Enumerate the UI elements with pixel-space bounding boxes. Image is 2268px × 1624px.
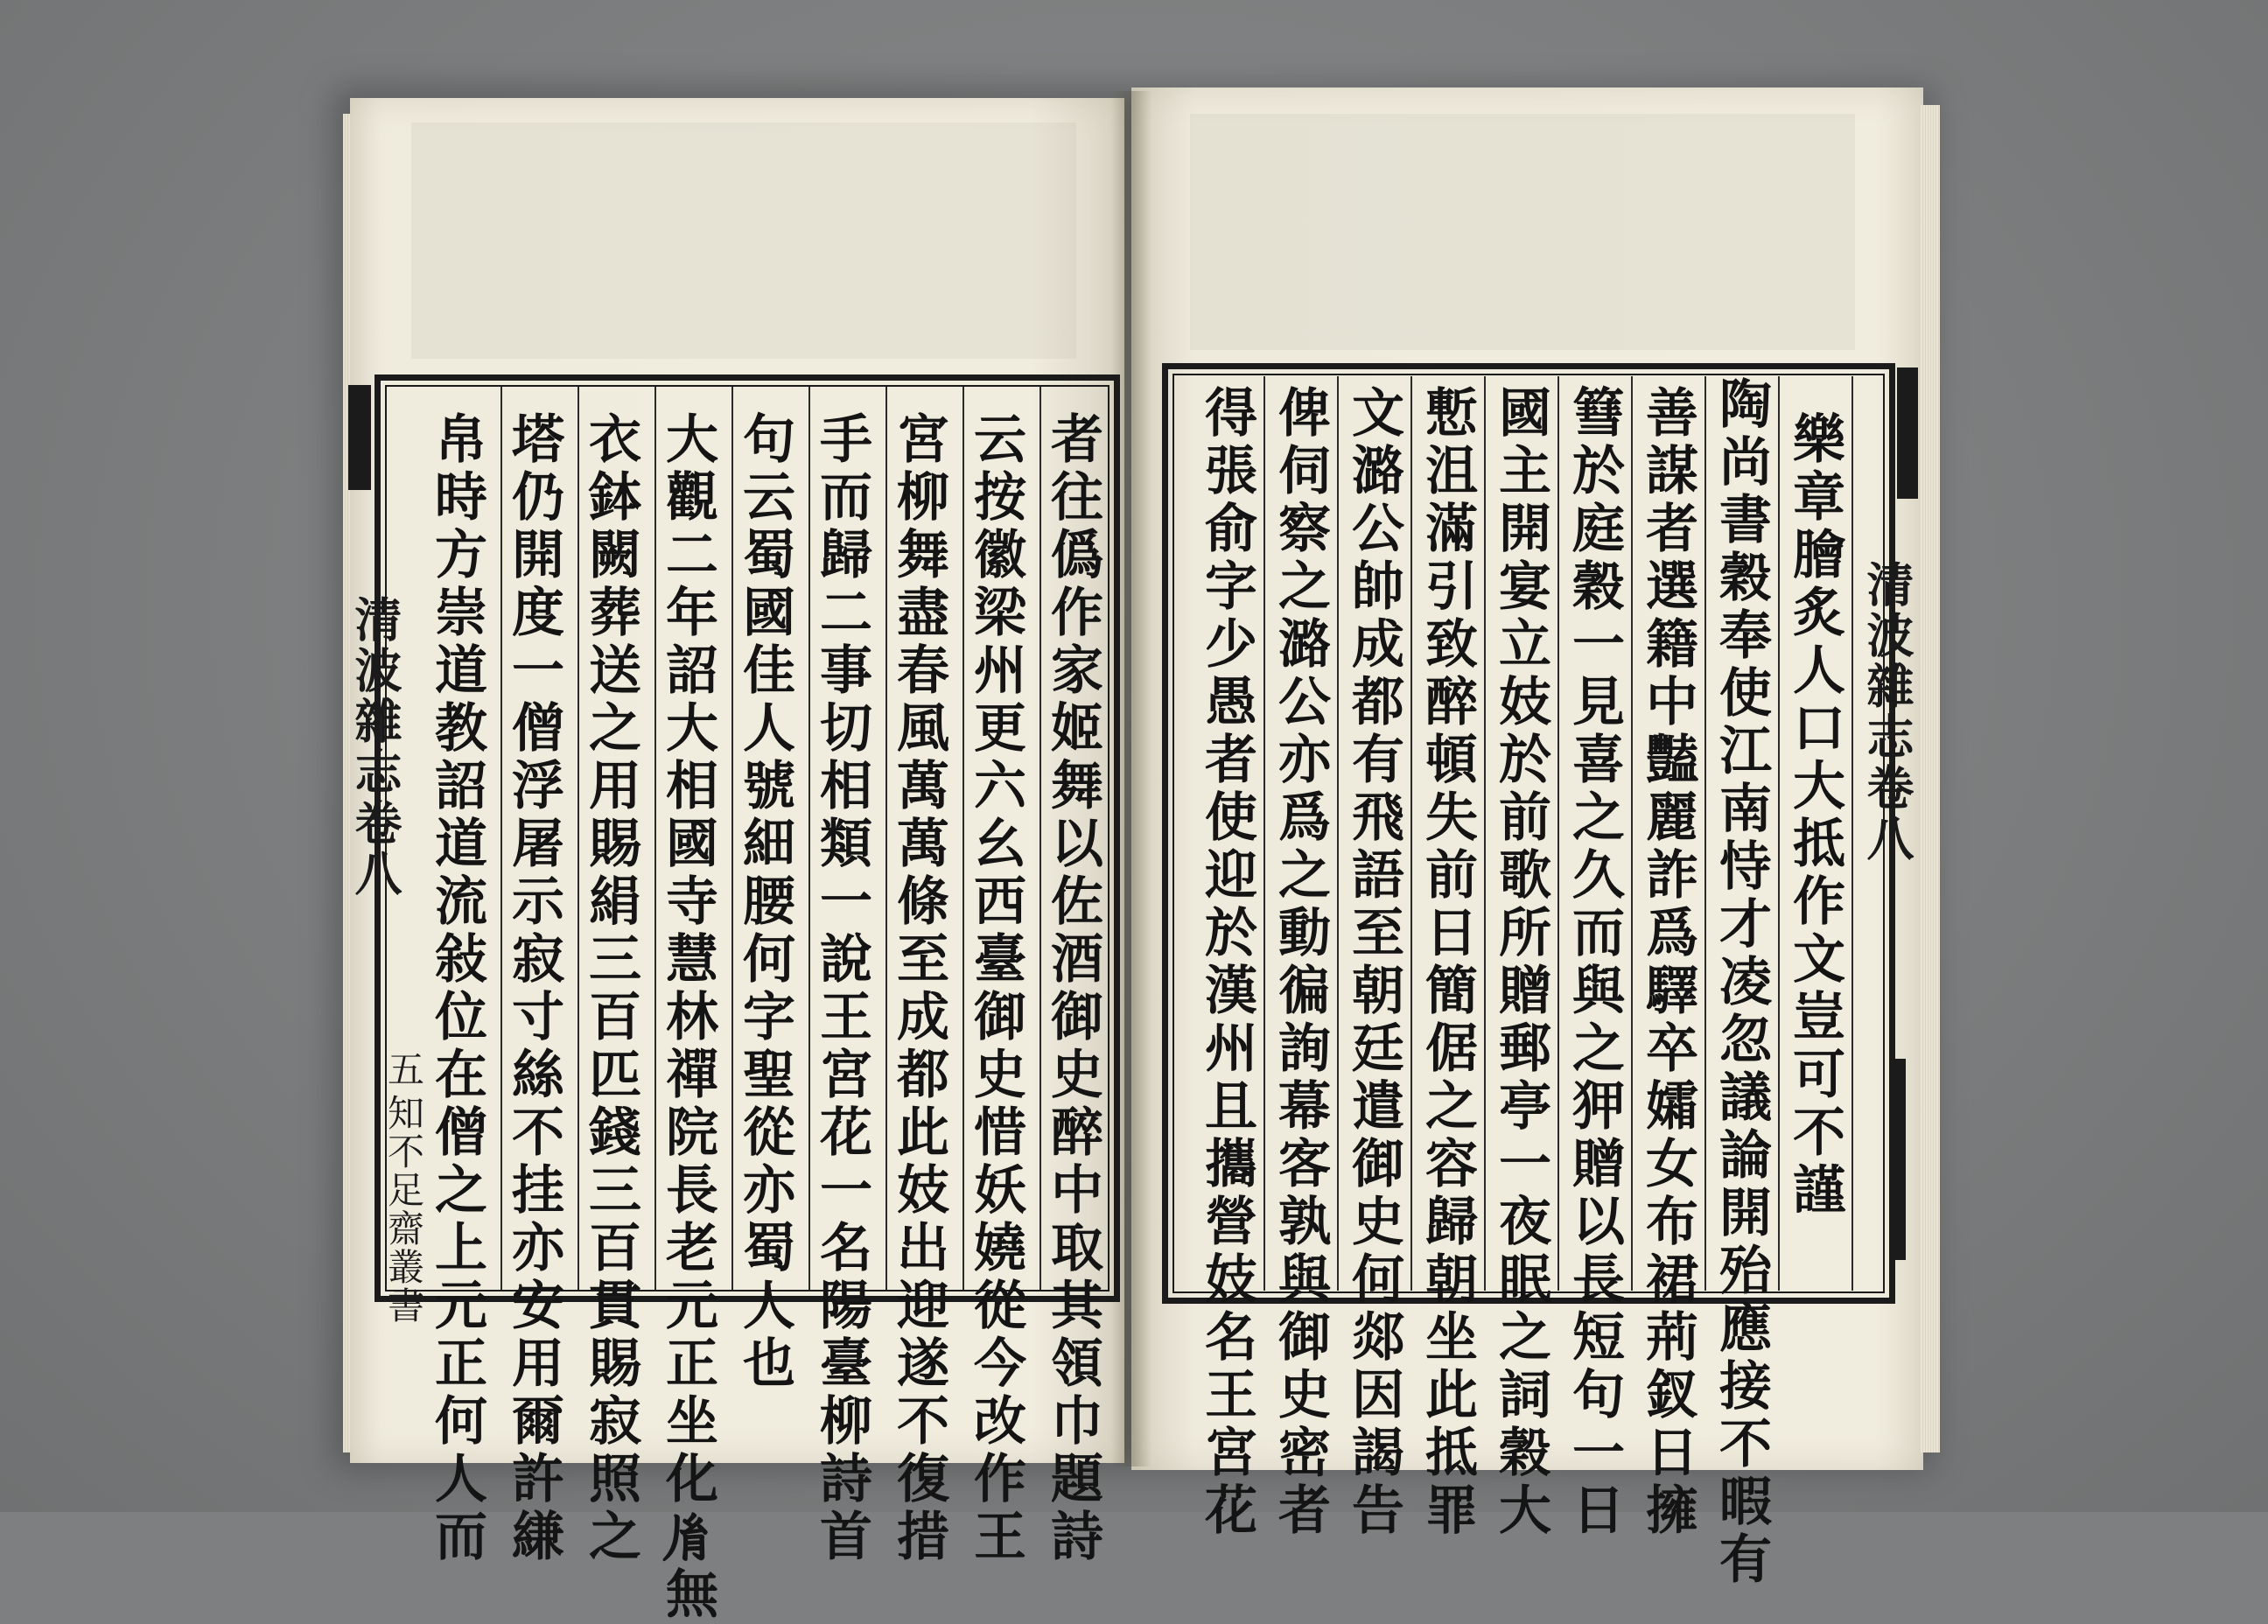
text-column: 樂章膾炙人口大抵作文豈可不謹 — [1784, 411, 1845, 1220]
column-rule — [1337, 376, 1339, 1291]
column-rule — [500, 387, 502, 1290]
text-column: 句云蜀國佳人號細腰何字聖從亦蜀人也 — [734, 411, 795, 1393]
margin-publisher: 知不足齋叢書 — [382, 1094, 425, 1325]
text-column: 慙沮滿引致醉頓失前日簡倨之容歸朝坐此抵罪 — [1417, 385, 1478, 1540]
column-rule — [1558, 376, 1559, 1291]
column-rule — [654, 387, 656, 1290]
show-through-left — [411, 122, 1076, 359]
text-column: 國主開宴立妓於前歌所贈郵亭一夜眠之詞穀大 — [1490, 385, 1551, 1540]
column-rule — [578, 387, 579, 1290]
column-rule — [1778, 376, 1780, 1291]
margin-folio-number: 五 — [382, 1050, 425, 1088]
column-rule — [1410, 376, 1412, 1291]
column-rule — [1704, 376, 1706, 1291]
column-rule — [1040, 387, 1041, 1290]
text-column: 陶尚書穀奉使江南恃才凌忽議論開殆應接不暇有 — [1711, 376, 1772, 1589]
column-rule — [1631, 376, 1633, 1291]
text-column: 俾伺察之潞公亦爲之動徧詢幕客孰與御史密者 — [1270, 385, 1331, 1540]
column-rule — [808, 387, 810, 1290]
text-column: 塔仍開度一僧浮屠示寂寸絲不挂亦安用爾許縑 — [503, 411, 564, 1566]
text-column: 宮柳舞盡春風萬萬條至成都此妓出迎遂不復措 — [888, 411, 949, 1566]
text-column: 帛時方崇道教詔道流敍位在僧之上元正何人而 — [426, 411, 487, 1566]
margin-book-title: 清波雜志卷八 — [1859, 560, 1915, 864]
text-column: 篲於庭穀一見喜之久而與之狎贈以長短句一日 — [1564, 385, 1625, 1540]
column-rule — [1264, 376, 1265, 1291]
column-rule — [886, 387, 887, 1290]
fish-tail-mark — [348, 385, 371, 490]
column-rule — [732, 387, 733, 1290]
column-rule — [962, 387, 964, 1290]
text-column: 文潞公帥成都有飛語至朝廷遣御史何郯因謁告 — [1343, 385, 1404, 1540]
column-rule — [1484, 376, 1486, 1291]
fish-tail-mark — [1890, 1059, 1906, 1260]
text-column: 得張俞字少愚者使迎於漢州且攜營妓名王宮花 — [1196, 385, 1257, 1540]
text-column: 大觀二年詔大相國寺慧林禪院長老元正坐化𦙍無 — [657, 411, 718, 1624]
text-column: 云按徽梁州更六幺西臺御史惜妖嬈從今改作王 — [965, 411, 1026, 1566]
text-column: 衣鉢闕葬送之用賜絹三百匹錢三百貫賜寂照之 — [580, 411, 641, 1566]
fish-tail-mark — [1897, 368, 1918, 499]
right-page-edges — [1921, 105, 1940, 1452]
text-column: 善謀者選籍中豔麗詐爲驛卒孀女布裙荊釵日擁 — [1637, 385, 1698, 1540]
text-column: 者往僞作家姬舞以佐酒御史醉中取其領巾題詩 — [1042, 411, 1103, 1566]
show-through-right — [1190, 114, 1855, 350]
text-column: 手而歸二事切相類一說王宮花一名陽臺柳詩首 — [811, 411, 872, 1566]
column-rule — [1852, 376, 1853, 1291]
margin-book-title: 清波雜志卷八 — [347, 595, 403, 900]
